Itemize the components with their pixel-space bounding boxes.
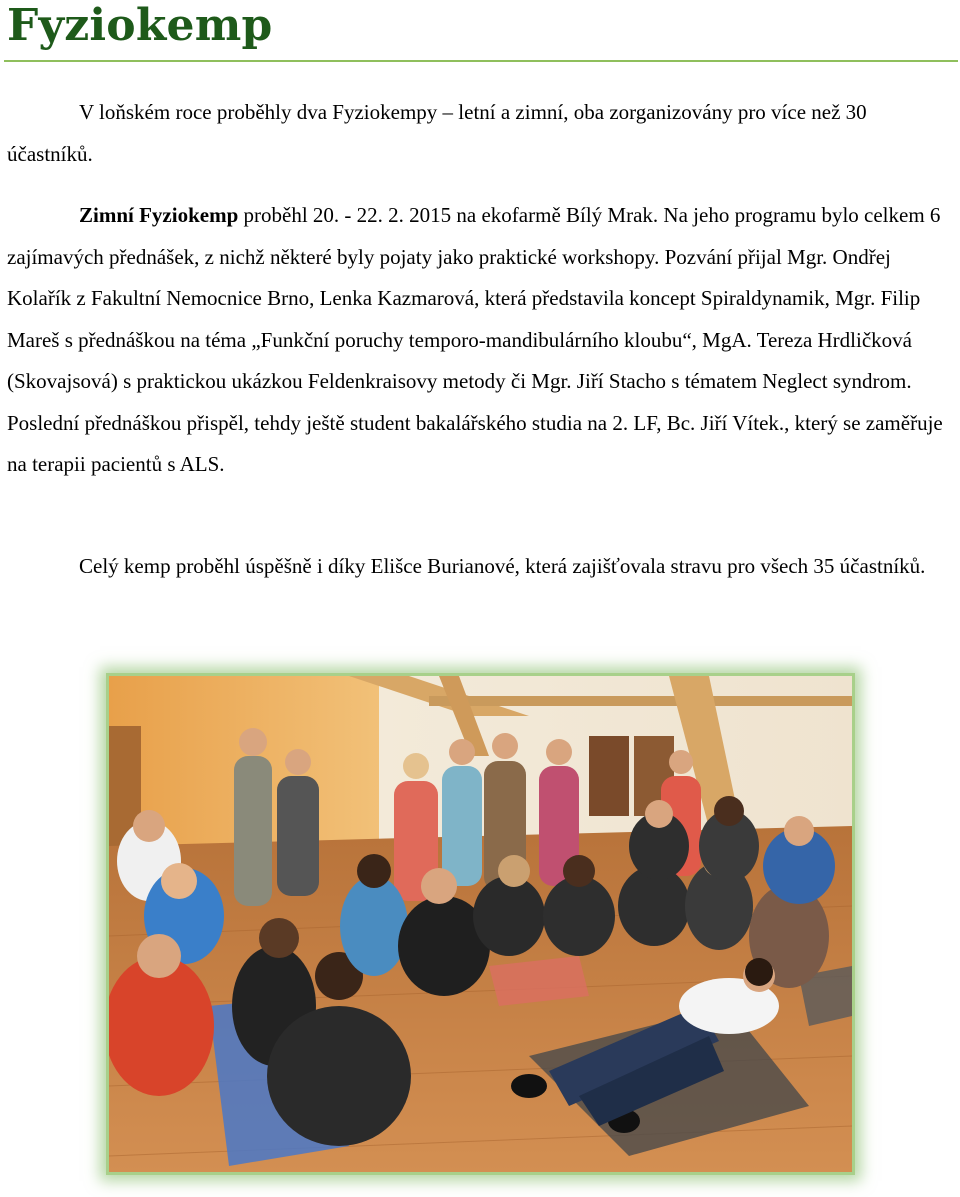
thanks-paragraph: Celý kemp proběhl úspěšně i díky Elišce Burianové, která zajišťovala stravu pro všech 35 účastníků. (79, 554, 926, 578)
winter-camp-bold-lead: Zimní Fyziokemp (79, 203, 239, 227)
group-photo-image (109, 676, 852, 1172)
intro-paragraph: V loňském roce proběhly dva Fyziokempy – letní a zimní, oba zorganizovány pro více než 30 účastníků. (7, 100, 867, 166)
page-title: Fyziokemp (7, 0, 273, 51)
winter-camp-paragraph (7, 195, 953, 486)
group-photo (106, 673, 855, 1175)
winter-camp-text: proběhl 20. - 22. 2. 2015 na ekofarmě Bílý Mrak. Na jeho programu bylo celkem 6 zajímavých přednášek, z nichž některé byly pojaty jako praktické workshopy. Pozvání přijal Mgr. Ondřej Kolařík z Fakultní Nemocnice Brno, Lenka Kazmarová, která představila koncept Spiraldynamik, Mgr. Filip Mareš s přednáškou na téma „Funkční poruchy temporo-mandibulárního kloubu“, MgA. Tereza Hrdličková (Skovajsová) s praktickou ukázkou Feldenkraisovy metody či Mgr. Jiří Stacho s tématem Neglect syndrom. Poslední přednáškou přispěl, tehdy ještě student bakalářského studia na 2. LF, Bc. Jiří Vítek., který se zaměřuje na terapii pacientů s ALS. (7, 203, 943, 476)
title-underline (4, 60, 958, 62)
